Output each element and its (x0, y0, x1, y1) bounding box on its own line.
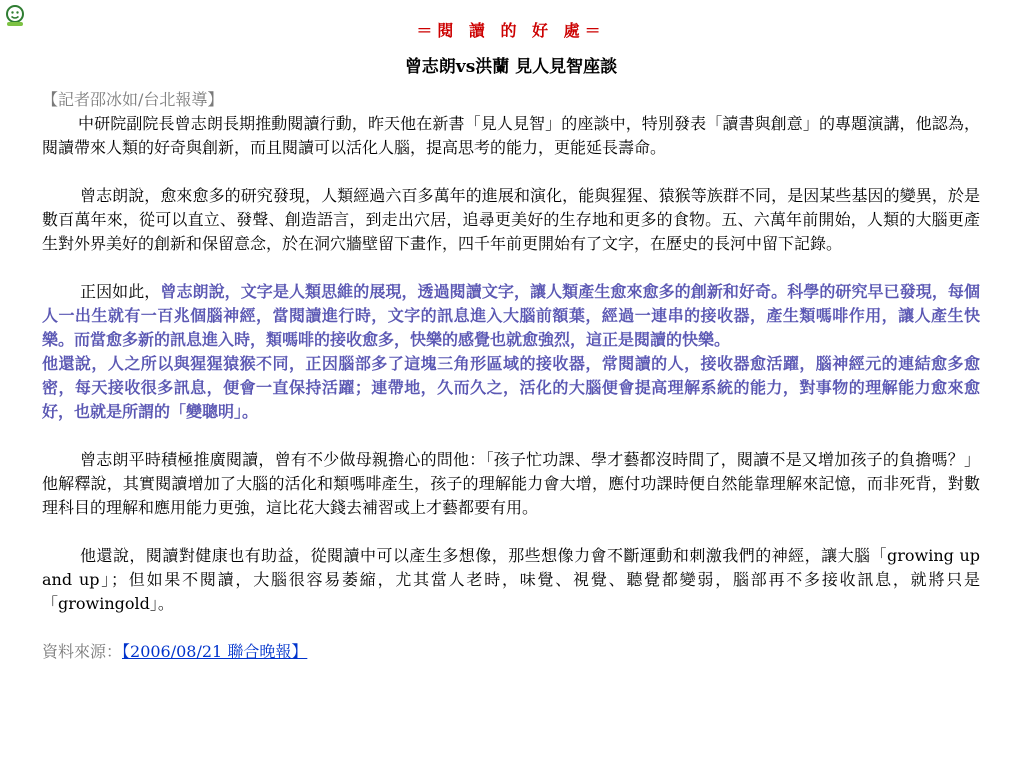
page-title: ＝閱 讀 的 好 處＝ (416, 21, 606, 40)
source-line (42, 640, 980, 664)
paragraph-4-highlight: 他還說，人之所以與猩猩猿猴不同，正因腦部多了這塊三角形區域的接收器，常閱讀的人，接收器愈活躍，腦神經元的連結愈多愈密，每天接收很多訊息，便會一直保持活躍；連帶地，久而久之，活化的大腦便會提高理解系統的能力，對事物的理解能力愈來愈好，也就是所謂的「變聰明」。 (42, 354, 980, 421)
paragraph-3 (42, 280, 980, 352)
source-label: 資料來源： (42, 642, 123, 661)
paragraph-2: 曾志朗說，愈來愈多的研究發現，人類經過六百多萬年的進展和演化，能與猩猩、猿猴等族群不同，是因某些基因的變異，於是數百萬年來，從可以直立、發聲、創造語言，到走出穴居，追尋更美好的生存地和更多的食物。五、六萬年前開始，人類的大腦更產生對外界美好的創新和保留意念，於在洞穴牆壁留下畫作，四千年前更開始有了文字，在歷史的長河中留下記錄。 (42, 186, 980, 253)
byline: 【記者邵冰如/台北報導】 (42, 90, 224, 109)
source-link[interactable]: 【2006/08/21 聯合晚報】 (122, 642, 308, 661)
article-page (42, 20, 980, 664)
article-subtitle: 曾志朗vs洪蘭 見人見智座談 (404, 57, 618, 77)
paragraph-5: 曾志朗平時積極推廣閱讀，曾有不少做母親擔心的問他：「孩子忙功課、學才藝都沒時間了，閱讀不是又增加孩子的負擔嗎？」他解釋說，其實閱讀增加了大腦的活化和類嗎啡產生，孩子的理解能力會大增，應付功課時便自然能靠理解來記憶，而非死背，對數理科目的理解和應用能力更強，這比花大錢去補習或上才藝都要有用。 (42, 450, 980, 517)
paragraph-1: 中研院副院長曾志朗長期推動閱讀行動，昨天他在新書「見人見智」的座談中，特別發表「讀書與創意」的專題演講，他認為，閱讀帶來人類的好奇與創新，而且閱讀可以活化人腦，提高思考的能力，更能延長壽命。 (42, 114, 980, 157)
paragraph-6: 他還說，閱讀對健康也有助益，從閱讀中可以產生多想像，那些想像力會不斷運動和刺激我們的神經，讓大腦「growing up and up」；但如果不閱讀，大腦很容易萎縮，尤其當人老時，味覺、視覺、聽覺都變弱，腦部再不多接收訊息，就將只是「growingold」。 (42, 546, 980, 613)
paragraph-3-lead: 正因如此， (80, 282, 161, 301)
paragraph-4 (42, 352, 980, 424)
magnifier-face-icon (4, 4, 28, 28)
paragraph-3-highlight: 曾志朗說，文字是人類思維的展現，透過閱讀文字，讓人類產生愈來愈多的創新和好奇。科學的研究早已發現，每個人一出生就有一百兆個腦神經，當閱讀進行時，文字的訊息進入大腦前額葉，經過一連串的接收器，產生類嗎啡作用，讓人產生快樂。而當愈多新的訊息進入時，類嗎啡的接收愈多，快樂的感覺也就愈強烈，這正是閱讀的快樂。 (42, 282, 980, 349)
